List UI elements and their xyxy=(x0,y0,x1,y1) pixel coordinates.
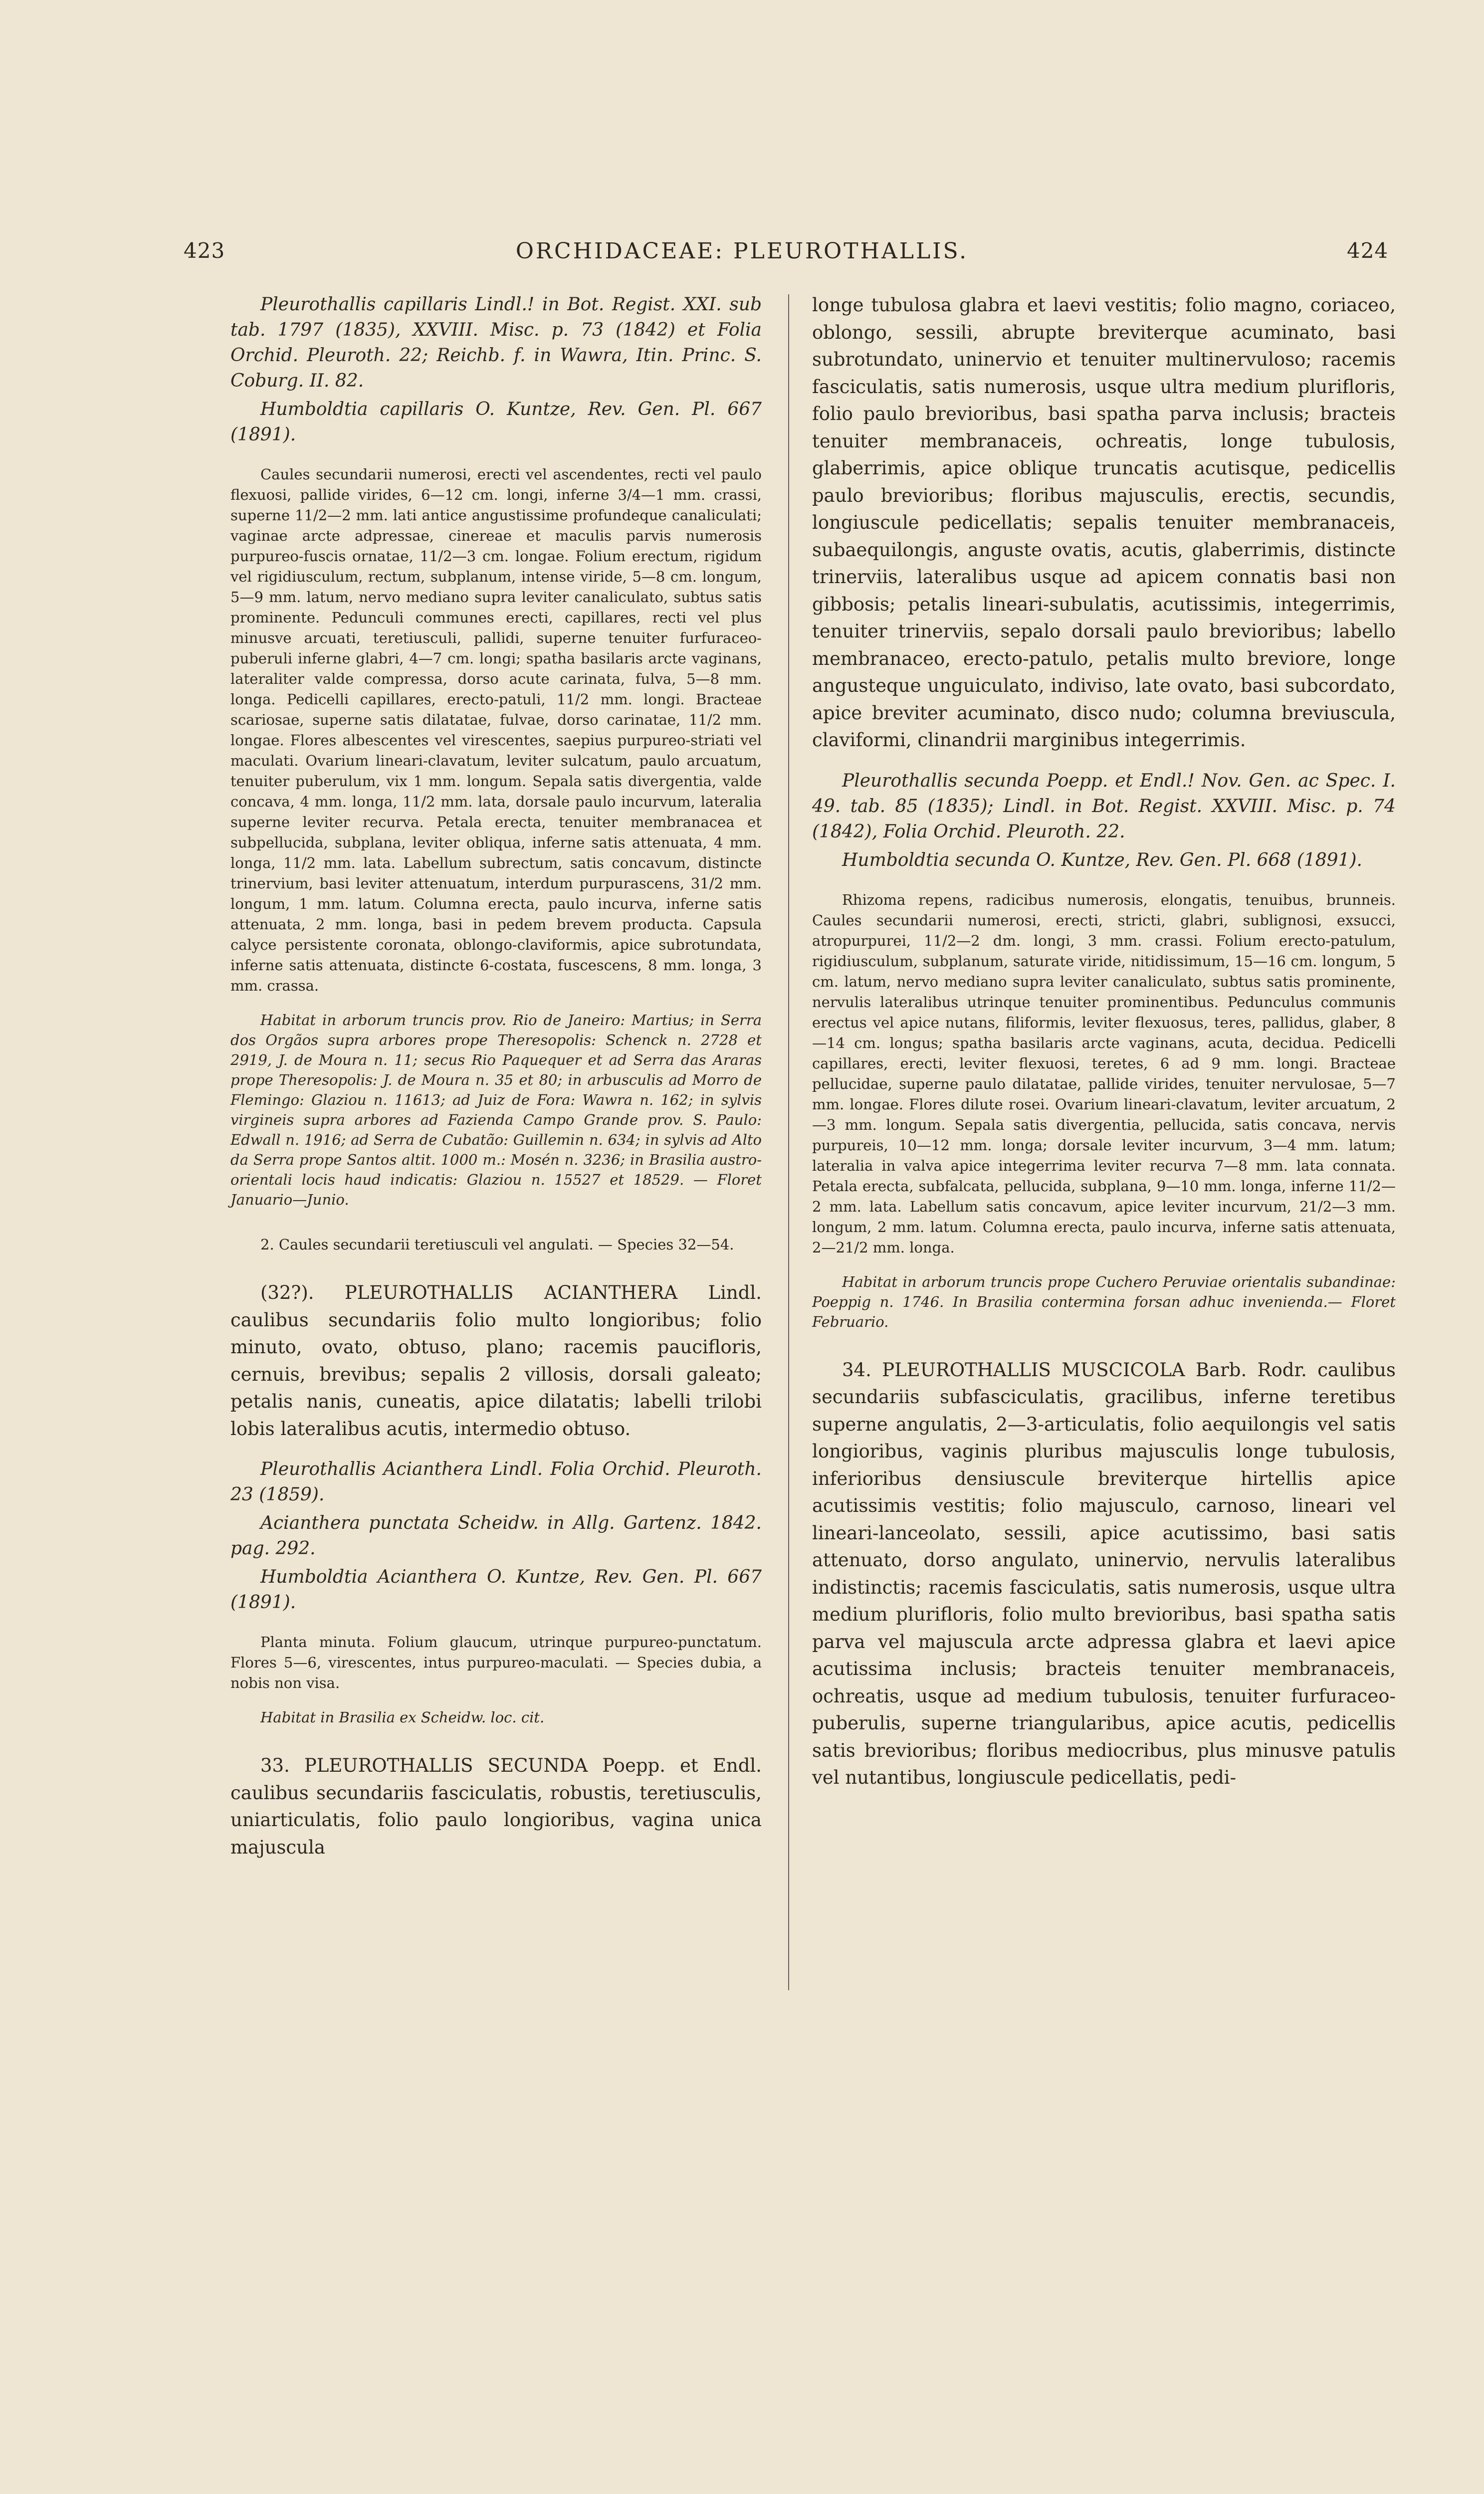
species-heading: 34. PLEUROTHALLIS MUSCICOLA Barb. Rodr. caulibus secundariis subfasciculatis, gracilibus, inferne teretibus superne angulatis, 2—3-articulatis, folio aequilongis vel satis longioribus, vaginis pluribus majusculis longe tubulosis, inferioribus densiuscule breviterque hirtellis apice acutissimis vestitis; folio majusculo, carnoso, lineari vel lineari-lanceolato, sessili, apice acutissimo, basi satis attenuato, dorso angulato, uninervio, nervulis lateralibus indistinctis; racemis fasciculatis, satis numerosis, usque ultra medium plurifloris, folio multo brevioribus, basi spatha satis parva vel majuscula arcte adpressa glabra et laevi apice acutissima inclusis; bracteis tenuiter membranaceis, ochreatis, usque ad medium tubulosis, tenuiter furfuraceo-puberulis, superne triangularibus, apice acutis, pedicellis satis brevioribus; floribus mediocribus, plus minusve patulis vel nutantibus, longiuscule pedicellatis, pedi- xyxy=(812,1359,1396,1788)
species-description: Planta minuta. Folium glaucum, utrinque purpureo-punctatum. Flores 5—6, virescentes, intus purpureo-maculati. — Species dubia, a nobis non visa. xyxy=(230,1634,762,1691)
citation: Humboldtia secunda O. Kuntze, Rev. Gen. Pl. 668 (1891). xyxy=(842,849,1362,870)
right-page-number: 424 xyxy=(1347,238,1389,263)
habitat-note: Habitat in Brasilia ex Scheidw. loc. cit. xyxy=(260,1709,545,1726)
citation: Humboldtia Acianthera O. Kuntze, Rev. Gen. Pl. 667 (1891). xyxy=(230,1567,762,1613)
subsection-heading: 2. Caules secundarii teretiusculi vel angulati. — Species 32—54. xyxy=(260,1236,734,1253)
citation: Acianthera punctata Scheidw. in Allg. Gartenz. 1842. pag. 292. xyxy=(230,1513,762,1559)
species-description: Caules secundarii numerosi, erecti vel ascendentes, recti vel paulo flexuosi, pallide virides, 6—12 cm. longi, inferne 3/4—1 mm. crassi, superne 11/2—2 mm. lati antice angustissime profundeque canaliculati; vaginae arcte adpressae, cinereae et maculis parvis numerosis purpureo-fuscis ornatae, 11/2—3 cm. longae. Folium erectum, rigidum vel rigidiusculum, rectum, subplanum, intense viride, 5—8 cm. longum, 5—9 mm. latum, nervo mediano supra leviter canaliculato, subtus satis prominente. Pedunculi communes erecti, capillares, recti vel plus minusve arcuati, teretiusculi, pallidi, superne tenuiter furfuraceo-puberuli inferne glabri, 4—7 cm. longi; spatha basilaris arcte vaginans, lateraliter valde compressa, dorso acute carinata, fulva, 5—8 mm. longa. Pedicelli capillares, erecto-patuli, 11/2 mm. longi. Bracteae scariosae, superne satis dilatatae, fulvae, dorso carinatae, 11/2 mm. longae. Flores albescentes vel virescentes, saepius purpureo-striati vel maculati. Ovarium lineari-clavatum, leviter sulcatum, paulo arcuatum, tenuiter puberulum, vix 1 mm. longum. Sepala satis divergentia, valde concava, 4 mm. longa, 11/2 mm. lata, dorsale paulo incurvum, lateralia superne leviter recurva. Petala erecta, tenuiter membranacea et subpellucida, subplana, leviter obliqua, inferne satis attenuata, 4 mm. longa, 11/2 mm. lata. Labellum subrectum, satis concavum, distincte trinervium, basi leviter attenuatum, interdum purpurascens, 31/2 mm. longum, 1 mm. latum. Columna erecta, paulo incurva, inferne satis attenuata, 2 mm. longa, basi in pedem brevem producta. Capsula calyce persistente coronata, oblongo-claviformis, apice subrotundata, inferne satis attenuata, distincte 6-costata, fuscescens, 8 mm. longa, 3 mm. crassa. xyxy=(230,466,762,994)
habitat-note: Habitat in arborum truncis prope Cuchero Peruviae orientalis subandinae: Poeppig n. 1746. In Brasilia contermina forsan adhuc invenienda.— Floret Februario. xyxy=(812,1273,1396,1330)
habitat-note: Habitat in arborum truncis prov. Rio de Janeiro: Martius; in Serra dos Orgãos supra arbores prope Theresopolis: Schenck n. 2728 et 2919, J. de Moura n. 11; secus Rio Paquequer et ad Serra das Araras prope Theresopolis: J. de Moura n. 35 et 80; in arbusculis ad Morro de Flemingo: Glaziou n. 11613; ad Juiz de Fora: Wawra n. 162; in sylvis virgineis supra arbores ad Fazienda Campo Grande prov. S. Paulo: Edwall n. 1916; ad Serra de Cubatão: Guillemin n. 634; in sylvis ad Alto da Serra prope Santos altit. 1000 m.: Mosén n. 3236; in Brasilia austro-orientali locis haud indicatis: Glaziou n. 15527 et 18529. — Floret Januario—Junio. xyxy=(230,1012,762,1208)
citation: Humboldtia capillaris O. Kuntze, Rev. Gen. Pl. 667 (1891). xyxy=(230,399,762,445)
species-description: Rhizoma repens, radicibus numerosis, elongatis, tenuibus, brunneis. Caules secundarii numerosi, erecti, stricti, glabri, sublignosi, exsucci, atropurpurei, 11/2—2 dm. longi, 3 mm. crassi. Folium erecto-patulum, rigidiusculum, subplanum, saturate viride, nitidissimum, 15—16 cm. longum, 5 cm. latum, nervo mediano supra leviter canaliculato, subtus satis prominente, nervulis lateralibus utrinque tenuiter prominentibus. Pedunculus communis erectus vel apice nutans, filiformis, leviter flexuosus, teres, pallidus, glaber, 8—14 cm. longus; spatha basilaris arcte vaginans, acuta, decidua. Pedicelli capillares, erecti, leviter flexuosi, teretes, 6 ad 9 mm. longi. Bracteae pellucidae, superne paulo dilatatae, pallide virides, tenuiter nervulosae, 5—7 mm. longae. Flores dilute rosei. Ovarium lineari-clavatum, leviter arcuatum, 2—3 mm. longum. Sepala satis divergentia, pellucida, satis concava, nervis purpureis, 10—12 mm. longa; dorsale leviter incurvum, 3—4 mm. latum; lateralia in valva apice integerrima leviter recurva 7—8 mm. lata connata. Petala erecta, subfalcata, pellucida, subplana, 9—10 mm. longa, inferne 11/2—2 mm. lata. Labellum satis concavum, apice leviter incurvum, 21/2—3 mm. longum, 2 mm. latum. Columna erecta, paulo incurva, inferne satis attenuata, 2—21/2 mm. longa. xyxy=(812,891,1396,1256)
citation: Pleurothallis capillaris Lindl.! in Bot. Regist. XXI. sub tab. 1797 (1835), XXVIII. Misc. p. 73 (1842) et Folia Orchid. Pleuroth. 22; Reichb. f. in Wawra, Itin. Princ. S. Coburg. II. 82. xyxy=(230,294,762,391)
right-column xyxy=(812,292,1396,1792)
species-diagnosis: longe tubulosa glabra et laevi vestitis; folio magno, coriaceo, oblongo, sessili, abrupte breviterque acuminato, basi subrotundato, uninervio et tenuiter multinervuloso; racemis fasciculatis, satis numerosis, usque ultra medium plurifloris, folio paulo brevioribus, basi spatha parva inclusis; bracteis tenuiter membranaceis, ochreatis, longe tubulosis, glaberrimis, apice oblique truncatis acutisque, pedicellis paulo brevioribus; floribus majusculis, erectis, secundis, longiuscule pedicellatis; sepalis tenuiter membranaceis, subaequilongis, anguste ovatis, acutis, glaberrimis, distincte trinerviis, lateralibus usque ad apicem connatis basi non gibbosis; petalis lineari-subulatis, acutissimis, integerrimis, tenuiter trinerviis, sepalo dorsali paulo brevioribus; labello membranaceo, erecto-patulo, petalis multo breviore, longe angusteque unguiculato, indiviso, late ovato, basi subcordato, apice breviter acuminato, disco nudo; columna breviuscula, claviformi, clinandrii marginibus integerrimis. xyxy=(812,294,1396,751)
species-heading: 33. PLEUROTHALLIS SECUNDA Poepp. et Endl. caulibus secundariis fasciculatis, robustis, teretiusculis, uniarticulatis, folio paulo longioribus, vagina unica majuscula xyxy=(230,1755,762,1858)
species-heading: (32?). PLEUROTHALLIS ACIANTHERA Lindl. caulibus secundariis folio multo longioribus; folio minuto, ovato, obtuso, plano; racemis paucifloris, cernuis, brevibus; sepalis 2 villosis, dorsali galeato; petalis nanis, cuneatis, apice dilatatis; labelli trilobi lobis lateralibus acutis, intermedio obtuso. xyxy=(230,1282,762,1440)
left-column xyxy=(230,292,762,1861)
column-divider xyxy=(788,294,789,1990)
running-title: ORCHIDACEAE: PLEUROTHALLIS. xyxy=(515,238,969,264)
citation: Pleurothallis Acianthera Lindl. Folia Orchid. Pleuroth. 23 (1859). xyxy=(230,1459,762,1505)
page-header xyxy=(0,238,1484,278)
left-page-number: 423 xyxy=(184,238,225,263)
citation: Pleurothallis secunda Poepp. et Endl.! Nov. Gen. ac Spec. I. 49. tab. 85 (1835); Lindl. in Bot. Regist. XXVIII. Misc. p. 74 (1842), Folia Orchid. Pleuroth. 22. xyxy=(812,770,1396,842)
